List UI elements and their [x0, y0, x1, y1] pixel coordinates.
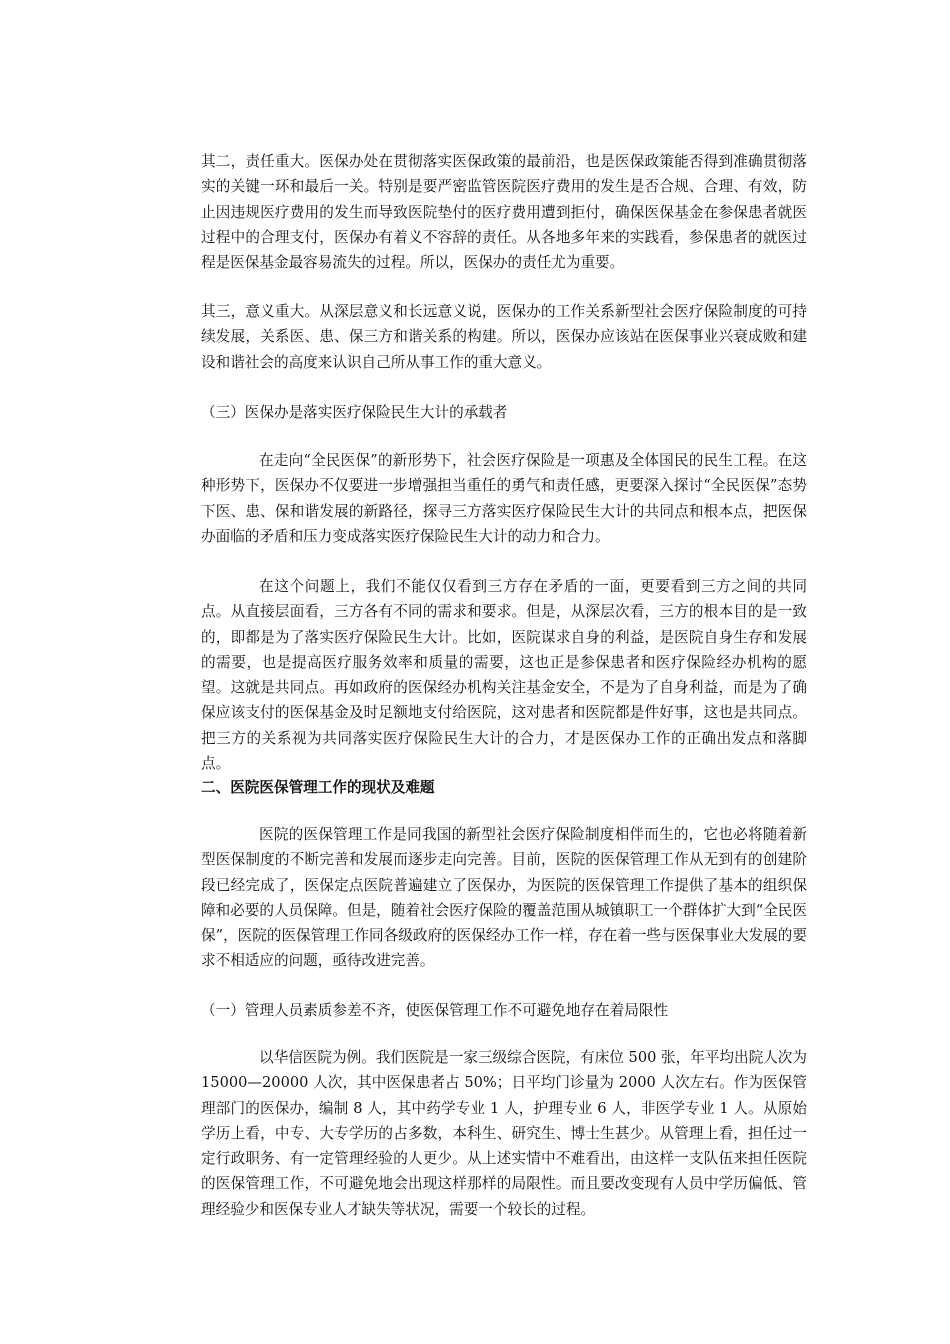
subheading-three: （三）医保办是落实医疗保险民生大计的承载者 [201, 404, 508, 421]
paragraph-huaxin: 以华信医院为例。我们医院是一家三级综合医院，有床位 500 张，年平均出院人次为15000—20000 人次，其中医保患者占 50%；日平均门诊量为 2000 人次左右。作为医保管理部门的医保办，编制 8 人，其中药学专业 1 人，护理专业 6 人，非医学专业 1 人。从原始学历上看，中专、大专学历的占多数，本科生、研究生、博士生甚少。从管理上看，担任过一定行政职务、有一定管理经验的人更少。从上述实情中不难看出，由这样一支队伍来担任医院的医保管理工作，不可避免地会出现这样那样的局限性。而且要改变现有人员中学历偏低、管理经验少和医保专业人才缺失等状况，需要一个较长的过程。 [201, 1049, 807, 1218]
section-heading-two: 二、医院医保管理工作的现状及难题 [201, 779, 435, 796]
subheading-one: （一）管理人员素质参差不齐，使医保管理工作不可避免地存在着局限性 [201, 1002, 669, 1019]
paragraph-responsibility: 其二，责任重大。医保办处在贯彻落实医保政策的最前沿，也是医保政策能否得到准确贯彻落实的关键一环和最后一关。特别是要严密监管医院医疗费用的发生是否合规、合理、有效，防止因违规医疗费用的发生而导致医院垫付的医疗费用遭到拒付，确保医保基金在参保患者就医过程中的合理支付，医保办有着义不容辞的责任。从各地多年来的实践看，参保患者的就医过程是医保基金最容易流失的过程。所以，医保办的责任尤为重要。 [201, 153, 807, 272]
paragraph-current-status: 医院的医保管理工作是同我国的新型社会医疗保险制度相伴而生的，它也必将随着新型医保制度的不断完善和发展而逐步走向完善。目前，医院的医保管理工作从无到有的创建阶段已经完成了，医保定点医院普遍建立了医保办，为医院的医保管理工作提供了基本的组织保障和必要的人员保障。但是，随着社会医疗保险的覆盖范围从城镇职工一个群体扩大到“全民医保”，医院的医保管理工作同各级政府的医保经办工作一样，存在着一些与医保事业大发展的要求不相适应的问题，亟待改进完善。 [201, 826, 807, 970]
paragraph-significance: 其三，意义重大。从深层意义和长远意义说，医保办的工作关系新型社会医疗保险制度的可持续发展，关系医、患、保三方和谐关系的构建。所以，医保办应该站在医保事业兴衰成败和建设和谐社会的高度来认识自己所从事工作的重大意义。 [201, 303, 807, 371]
paragraph-common-ground: 在这个问题上，我们不能仅仅看到三方存在矛盾的一面，更要看到三方之间的共同点。从直接层面看，三方各有不同的需求和要求。但是，从深层次看，三方的根本目的是一致的，即都是为了落实医疗保险民生大计。比如，医院谋求自身的利益，是医院自身生存和发展的需要，也是提高医疗服务效率和质量的需要，这也正是参保患者和医疗保险经办机构的愿望。这就是共同点。再如政府的医保经办机构关注基金安全，不是为了自身利益，而是为了确保应该支付的医保基金及时足额地支付给医院，这对患者和医院都是件好事，这也是共同点。把三方的关系视为共同落实医疗保险民生大计的合力，才是医保办工作的正确出发点和落脚点。 [201, 578, 807, 773]
paragraph-full-coverage: 在走向“全民医保”的新形势下，社会医疗保险是一项惠及全体国民的民生工程。在这种形势下，医保办不仅要进一步增强担当重任的勇气和责任感，更要深入探讨“全民医保”态势下医、患、保和谐发展的新路径，探寻三方落实医疗保险民生大计的共同点和根本点，把医保办面临的矛盾和压力变成落实医疗保险民生大计的动力和合力。 [201, 452, 807, 545]
